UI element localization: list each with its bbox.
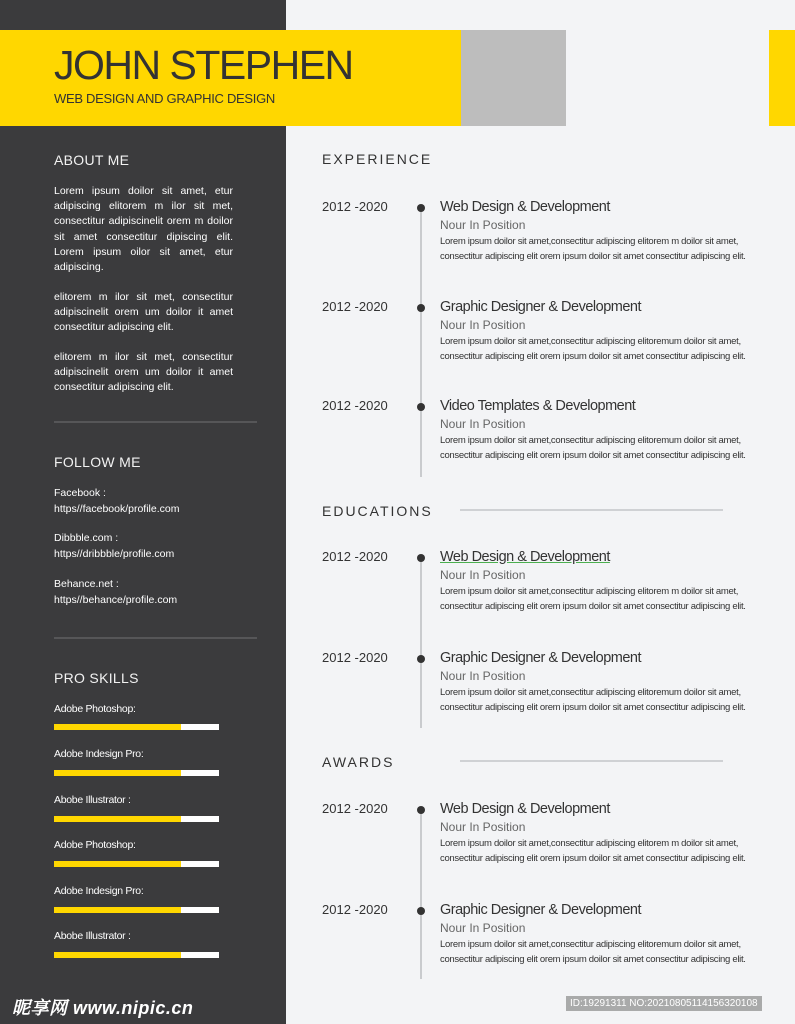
- experience-entry: [0, 199, 795, 289]
- timeline-dot-icon: [417, 204, 425, 212]
- social-url[interactable]: https//behance/profile.com: [54, 594, 178, 606]
- entry-position: Nour In Position: [440, 318, 526, 332]
- resume-subtitle: WEB DESIGN AND GRAPHIC DESIGN: [54, 91, 276, 106]
- entry-description: Lorem ipsum doilor sit amet,consectitur adipiscing elitorem m doilor sit amet, consectitur adipiscing elit orem ipsum doilor sit amet consectitur adipiscing elit.: [440, 586, 746, 613]
- skill-label: Adobe Photoshop:: [54, 839, 136, 851]
- entry-date: 2012 -2020: [322, 398, 388, 413]
- section-rule: [460, 760, 723, 762]
- follow-heading: FOLLOW ME: [54, 454, 141, 470]
- skill-bar-fill: [54, 770, 181, 776]
- experience-heading: EXPERIENCE: [322, 151, 433, 167]
- social-label: Behance.net :: [54, 578, 119, 590]
- entry-title: Video Templates & Development: [440, 398, 636, 414]
- resume-name: JOHN STEPHEN: [54, 42, 353, 88]
- entry-position: Nour In Position: [440, 218, 526, 232]
- social-url[interactable]: https//dribbble/profile.com: [54, 548, 175, 560]
- skill-bar: [54, 770, 219, 776]
- award-entry: [0, 902, 795, 992]
- header-yellow-accent: [769, 30, 795, 126]
- entry-date: 2012 -2020: [322, 902, 388, 917]
- entry-position: Nour In Position: [440, 921, 526, 935]
- entry-date: 2012 -2020: [322, 801, 388, 816]
- about-heading: ABOUT ME: [54, 152, 130, 168]
- skill-label: Adobe Photoshop:: [54, 703, 136, 715]
- experience-entry: [0, 398, 795, 488]
- entry-description: Lorem ipsum doilor sit amet,consectitur adipiscing elitoremum doilor sit amet, consectitur adipiscing elit orem ipsum doilor sit amet consectitur adipiscing elit.: [440, 435, 746, 462]
- entry-position: Nour In Position: [440, 417, 526, 431]
- section-rule: [460, 509, 723, 511]
- entry-title: Web Design & Development: [440, 801, 610, 817]
- entry-description: Lorem ipsum doilor sit amet,consectitur adipiscing elitoremum doilor sit amet, consectitur adipiscing elit orem ipsum doilor sit amet consectitur adipiscing elit.: [440, 939, 746, 966]
- entry-title: Web Design & Development: [440, 549, 610, 565]
- entry-description: Lorem ipsum doilor sit amet,consectitur adipiscing elitorem m doilor sit amet, consectitur adipiscing elit orem ipsum doilor sit amet consectitur adipiscing elit.: [440, 838, 746, 865]
- entry-description: Lorem ipsum doilor sit amet,consectitur adipiscing elitorem m doilor sit amet, consectitur adipiscing elit orem ipsum doilor sit amet consectitur adipiscing elit.: [440, 236, 746, 263]
- social-label: Facebook :: [54, 487, 106, 499]
- award-entry: [0, 801, 795, 891]
- header-gray-accent: [461, 30, 566, 126]
- entry-position: Nour In Position: [440, 568, 526, 582]
- timeline-dot-icon: [417, 806, 425, 814]
- about-paragraph: Lorem ipsum doilor sit amet, etur adipiscing elitorem m ilor sit met, consectitur adipiscinelit orem m doilor sit amet consectitur dipiscing elit. Lorem ipsum oilor sit amet, etur adipiscing.: [54, 185, 233, 274]
- skills-heading: PRO SKILLS: [54, 670, 139, 686]
- education-entry: [0, 650, 795, 740]
- entry-title: Graphic Designer & Development: [440, 650, 641, 666]
- social-url[interactable]: https//facebook/profile.com: [54, 503, 180, 515]
- entry-title: Graphic Designer & Development: [440, 902, 641, 918]
- entry-date: 2012 -2020: [322, 650, 388, 665]
- entry-date: 2012 -2020: [322, 549, 388, 564]
- educations-heading: EDUCATIONS: [322, 503, 433, 519]
- timeline-dot-icon: [417, 907, 425, 915]
- awards-heading: AWARDS: [322, 754, 395, 770]
- skill-label: Abobe Illustrator :: [54, 930, 131, 942]
- social-link-facebook[interactable]: [54, 485, 179, 517]
- skill-label: Abobe Illustrator :: [54, 794, 131, 806]
- skill-label: Adobe Indesign Pro:: [54, 885, 144, 897]
- watermark-id: ID:19291311 NO:20210805114156320108: [566, 996, 762, 1011]
- timeline-dot-icon: [417, 655, 425, 663]
- entry-date: 2012 -2020: [322, 199, 388, 214]
- timeline-dot-icon: [417, 304, 425, 312]
- entry-title: Web Design & Development: [440, 199, 610, 215]
- timeline-dot-icon: [417, 554, 425, 562]
- entry-position: Nour In Position: [440, 820, 526, 834]
- about-paragraph: elitorem m ilor sit met, consectitur adipiscinelit orem um doilor it amet consectitur adipiscing elit.: [54, 291, 233, 334]
- about-paragraph: elitorem m ilor sit met, consectitur adipiscinelit orem um doilor it amet consectitur adipiscing elit.: [54, 351, 233, 394]
- social-label: Dibbble.com :: [54, 532, 119, 544]
- entry-description: Lorem ipsum doilor sit amet,consectitur adipiscing elitoremum doilor sit amet, consectitur adipiscing elit orem ipsum doilor sit amet consectitur adipiscing elit.: [440, 687, 746, 714]
- skill-label: Adobe Indesign Pro:: [54, 748, 144, 760]
- entry-date: 2012 -2020: [322, 299, 388, 314]
- timeline-dot-icon: [417, 403, 425, 411]
- entry-title: Graphic Designer & Development: [440, 299, 641, 315]
- entry-description: Lorem ipsum doilor sit amet,consectitur adipiscing elitoremum doilor sit amet, consectitur adipiscing elit orem ipsum doilor sit amet consectitur adipiscing elit.: [440, 336, 746, 363]
- watermark-logo: 昵享网 www.nipic.cn: [12, 998, 194, 1018]
- experience-entry: [0, 299, 795, 389]
- education-entry: [0, 549, 795, 639]
- entry-position: Nour In Position: [440, 669, 526, 683]
